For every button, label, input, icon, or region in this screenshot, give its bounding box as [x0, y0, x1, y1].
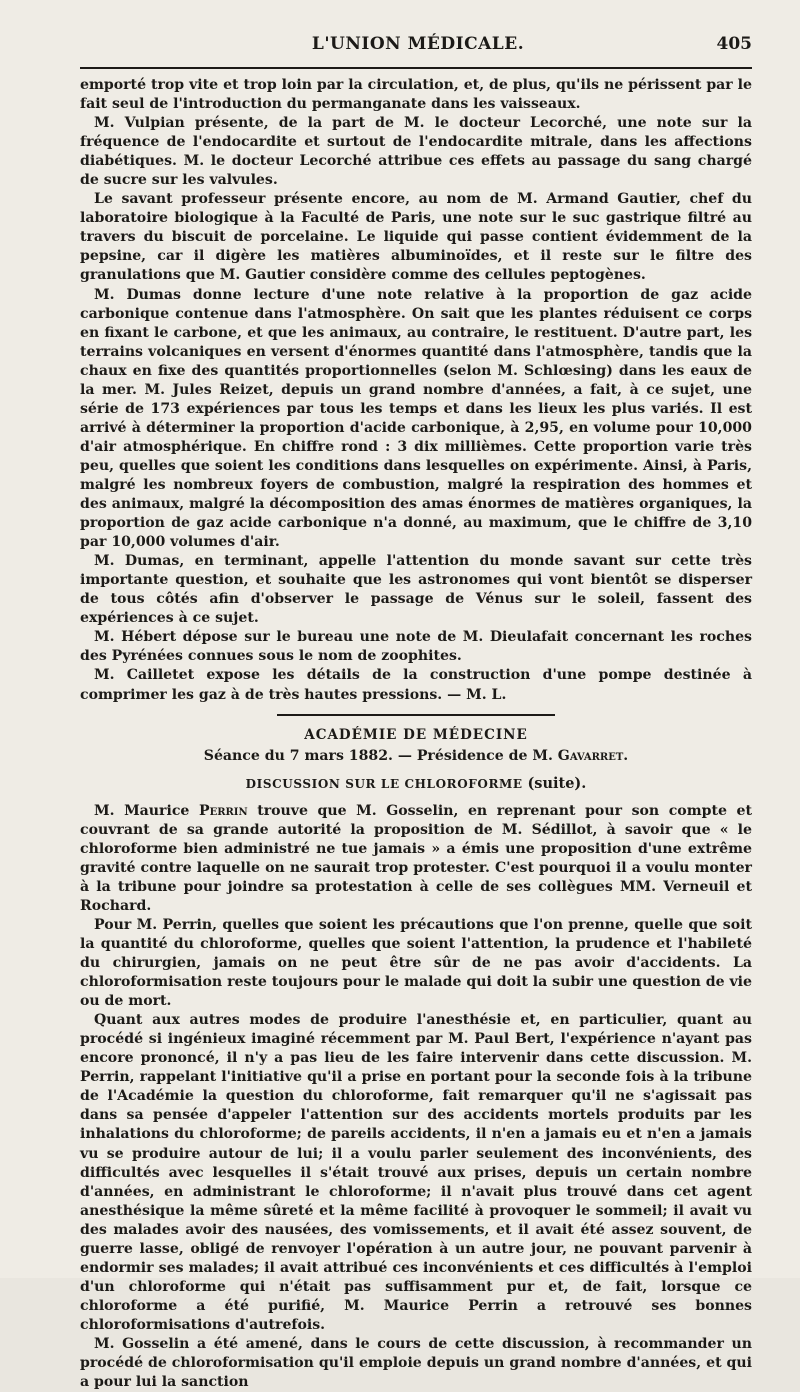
paragraph [80, 802, 752, 916]
paragraph: M. Hébert dépose sur le bureau une note de M. Dieulafait concernant les roches des Pyrénées connues sous le nom de zoophites. [80, 629, 752, 665]
paragraph: M. Vulpian présente, de la part de M. le docteur Lecorché, une note sur la fréquence de l'endocardite et surtout de l'endocardite mitrale, dans les affections diabétiques. M. le docteur Lecorché attribue ces effets au passage du sang chargé de sucre sur les valvules. [80, 115, 752, 189]
discussion-suite: (suite). [527, 774, 587, 792]
paragraph: M. Cailletet expose les détails de la construction d'une pompe destinée à comprimer les gaz à de très hautes pressions. — M. L. [80, 667, 752, 703]
paragraph: Le savant professeur présente encore, au nom de M. Armand Gautier, chef du laboratoire biologique à la Faculté de Paris, une note sur le suc gastrique filtré au travers du biscuit de porcelaine. Le liquide qui passe contient évidemment de la pepsine, car il digère les matières albuminoïdes, et il reste sur le filtre des granulations que M. Gautier considère comme des cellules peptogènes. [80, 191, 752, 284]
text-column [80, 76, 752, 1392]
session-suffix: . [623, 747, 629, 764]
paragraph: M. Dumas donne lecture d'une note relative à la proportion de gaz acide carbonique contenue dans l'atmosphère. On sait que les plantes réduisent ce corps en fixant le carbone, et que les animaux, au contraire, le restituent. D'autre part, les terrains volcaniques en versent d'énormes quantité dans l'atmosphère, tandis que la chaux en fixe des quantités proportionnelles (selon M. Schlœsing) dans les eaux de la mer. M. Jules Reizet, depuis un grand nombre d'années, a fait, à ce sujet, une série de 173 expériences par tous les temps et dans les lieux les plus variés. Il est arrivé à déterminer la proportion d'acide carbonique, à 2,95, en volume pour 10,000 d'air atmosphérique. En chiffre rond : 3 dix millièmes. Cette proportion varie très peu, quelles que soient les conditions dans lesquelles on expérimente. Ainsi, à Paris, malgré les nombreux foyers de combustion, malgré la respiration des hommes et des animaux, malgré la décomposition des amas énormes de matières organiques, la proportion de gaz acide carbonique n'a donné, au maximum, que le chiffre de 3,10 par 10,000 volumes d'air. [80, 286, 752, 551]
session-line [80, 747, 752, 766]
running-head [80, 34, 756, 62]
discussion-title: DISCUSSION SUR LE CHLOROFORME [245, 776, 523, 791]
para-rest: trouve que M. Gosselin, en reprenant pour son compte et couvrant de sa grande autorité la proposition de M. Sédillot, à savoir que « le chloroforme bien administré ne tue jamais » a émis une proposition d'une extrême gravité contre laquelle on ne saurait trop protester. C'est pourquoi il a voulu monter à la tribune pour joindre sa protestation à celle de ses collègues MM. Verneuil et Rochard. [80, 802, 752, 914]
section-divider [277, 714, 555, 716]
para-prefix: M. Maurice [94, 802, 199, 819]
president-name: Gavarret [557, 747, 624, 764]
section-title: ACADÉMIE DE MÉDECINE [304, 726, 528, 743]
session-prefix: Séance du 7 mars 1882. — Présidence de M. [203, 747, 558, 764]
paragraph: M. Dumas, en terminant, appelle l'attention du monde savant sur cette très importante question, et souhaite que les astronomes qui vont bientôt se disperser de tous côtés afin d'observer le passage de Vénus sur le soleil, fassent des expériences à ce sujet. [80, 553, 752, 627]
paragraph: Pour M. Perrin, quelles que soient les précautions que l'on prenne, quelle que soit la quantité du chloroforme, quelles que soient l'attention, la prudence et l'habileté du chirurgien, jamais on ne peut être sûr de ne pas avoir d'accidents. La chloroformisation reste toujours pour le malade qui doit la subir une question de vie ou de mort. [80, 916, 752, 1010]
journal-title: L'UNION MÉDICALE. [311, 34, 525, 54]
discussion-heading [80, 774, 752, 794]
speaker-name: Perrin [198, 802, 248, 819]
header-rule [80, 67, 752, 69]
paragraph: M. Gosselin a été amené, dans le cours de cette discussion, à recommander un procédé de chloroformisation qu'il emploie depuis un grand nombre d'années, et qui a pour lui la sanction [80, 1336, 752, 1391]
paragraph: emporté trop vite et trop loin par la circulation, et, de plus, qu'ils ne périssent par le fait seul de l'introduction du permanganate dans les vaisseaux. [80, 77, 752, 113]
paragraph: Quant aux autres modes de produire l'anesthésie et, en particulier, quant au procédé si ingénieux imaginé récemment par M. Paul Bert, l'expérience n'ayant pas encore prononcé, il n'y a pas lieu de les faire intervenir dans cette discussion. M. Perrin, rappelant l'initiative qu'il a prise en portant pour la seconde fois à la tribune de l'Académie la question du chloroforme, fait remarquer qu'il ne s'agissait pas dans sa pensée d'appeler l'attention sur des accidents mortels produits par les inhalations du chloroforme; de pareils accidents, il n'en a jamais eu et n'en a jamais vu se produire autour de lui; il a voulu parler seulement des inconvénients, des difficultés avec lesquelles il s'était trouvé aux prises, depuis un certain nombre d'années, en administrant le chloroforme; il n'avait plus trouvé dans cet agent anesthésique la même sûreté et la même facilité à provoquer le sommeil; il avait vu des malades avoir des nausées, des vomissements, et il avait été assez souvent, de guerre lasse, obligé de renvoyer l'opération à un autre jour, ne pouvant parvenir à endormir ses malades; il avait attribué ces inconvénients et ces difficultés à l'emploi d'un chloroforme qui n'était pas suffisamment pur et, de fait, lorsque ce chloroforme a été purifié, M. Maurice Perrin a retrouvé ses bonnes chloroformisations d'autrefois. [80, 1012, 752, 1333]
page-number: 405 [716, 34, 752, 54]
